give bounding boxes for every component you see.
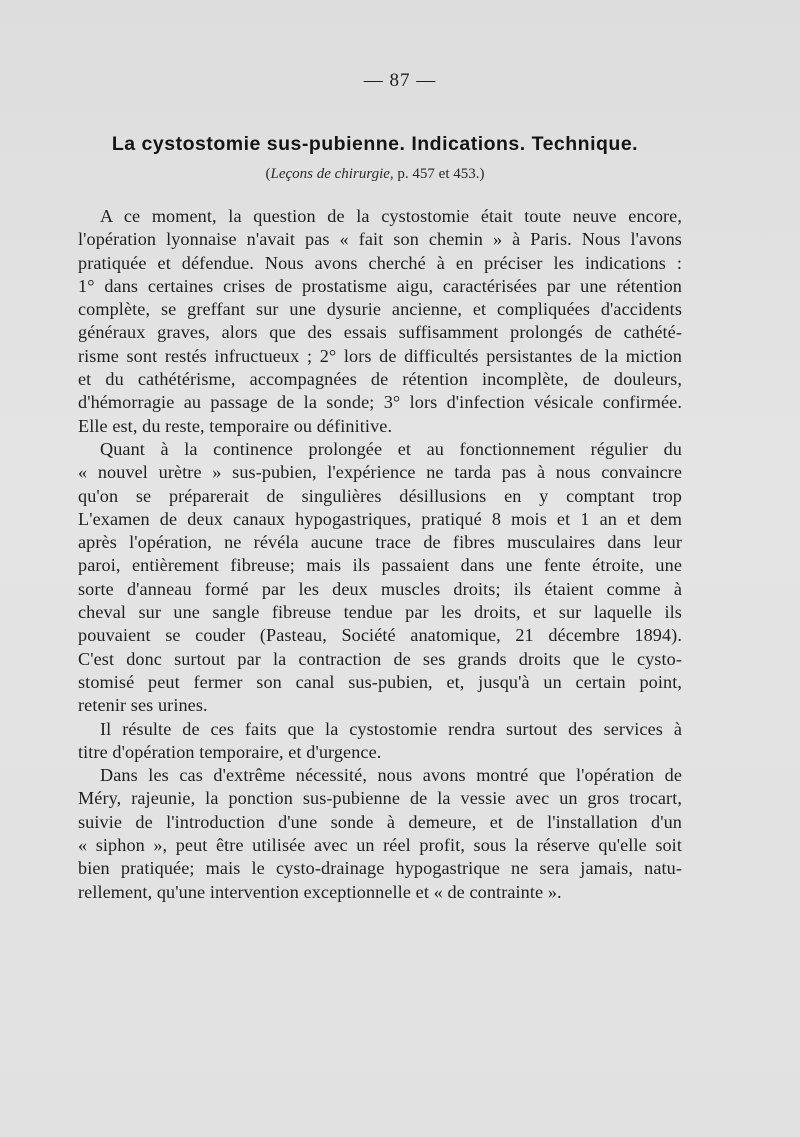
text-line: bien pratiquée; mais le cysto-drainage hypogastrique ne sera jamais, natu-: [78, 858, 682, 879]
text-line: et du cathétérisme, accompagnées de rétention incomplète, de douleurs,: [78, 369, 682, 390]
text-line: Elle est, du reste, temporaire ou définitive.: [78, 415, 393, 436]
page-number: — 87 —: [363, 70, 437, 91]
chapter-title: La cystostomie sus-pubienne. Indications. Technique.: [111, 133, 639, 155]
text-line: qu'on se préparerait de singulières désillusions en y comptant trop: [78, 485, 682, 506]
text-line: stomisé peut fermer son canal sus-pubien, et, jusqu'à un certain point,: [78, 671, 682, 692]
text-line: « siphon », peut être utilisée avec un réel profit, sous la réserve qu'elle soit: [78, 835, 682, 856]
source-paren-open: (: [265, 166, 271, 182]
text-line: L'examen de deux canaux hypogastriques, pratiqué 8 mois et 1 an et dem: [78, 508, 682, 529]
text-line: pouvaient se couder (Pasteau, Société anatomique, 21 décembre 1894).: [78, 625, 682, 646]
text-line: suivie de l'introduction d'une sonde à demeure, et de l'installation d'un: [78, 811, 682, 832]
text-line: rellement, qu'une intervention exceptionnelle et « de contrainte ».: [78, 881, 562, 902]
text-line: l'opération lyonnaise n'avait pas « fait son chemin » à Paris. Nous l'avons: [78, 229, 682, 250]
source-book-title: Leçons de chirurgie: [270, 166, 390, 182]
text-line: sorte d'anneau formé par les deux muscles droits; ils étaient comme à: [78, 578, 682, 599]
body-text: [78, 205, 682, 904]
text-line: d'hémorragie au passage de la sonde; 3° lors d'infection vésicale confirmée.: [78, 392, 682, 413]
text-line: Dans les cas d'extrême nécessité, nous avons montré que l'opération de: [100, 765, 682, 786]
source-reference: [0, 166, 750, 183]
text-line: risme sont restés infructueux ; 2° lors de difficultés persistantes de la miction: [78, 345, 682, 366]
text-line: titre d'opération temporaire, et d'urgence.: [78, 741, 382, 762]
source-pages: , p. 457 et 453.): [389, 166, 485, 182]
text-line: retenir ses urines.: [78, 695, 208, 716]
text-line: Quant à la continence prolongée et au fonctionnement régulier du: [100, 438, 682, 459]
text-line: paroi, entièrement fibreuse; mais ils passaient dans une fente étroite, une: [78, 555, 682, 576]
text-line: complète, se greffant sur une dysurie ancienne, et compliquées d'accidents: [78, 299, 682, 320]
text-line: C'est donc surtout par la contraction de ses grands droits que le cysto-: [78, 648, 682, 669]
text-line: A ce moment, la question de la cystostomie était toute neuve encore,: [100, 206, 682, 226]
text-line: cheval sur une sangle fibreuse tendue par les droits, et sur laquelle ils: [78, 602, 682, 623]
text-line: après l'opération, ne révéla aucune trace de fibres musculaires dans leur: [78, 532, 682, 553]
text-line: 1° dans certaines crises de prostatisme aigu, caractérisées par une rétention: [78, 275, 682, 296]
text-line: généraux graves, alors que des essais suffisamment prolongés de cathété-: [78, 322, 682, 343]
text-line: « nouvel urètre » sus-pubien, l'expérience ne tarda pas à nous convaincre: [78, 462, 682, 483]
text-line: Il résulte de ces faits que la cystostomie rendra surtout des services à: [100, 718, 682, 739]
text-line: pratiquée et défendue. Nous avons cherché à en préciser les indications :: [78, 252, 682, 273]
text-line: Méry, rajeunie, la ponction sus-pubienne de la vessie avec un gros trocart,: [78, 788, 682, 809]
